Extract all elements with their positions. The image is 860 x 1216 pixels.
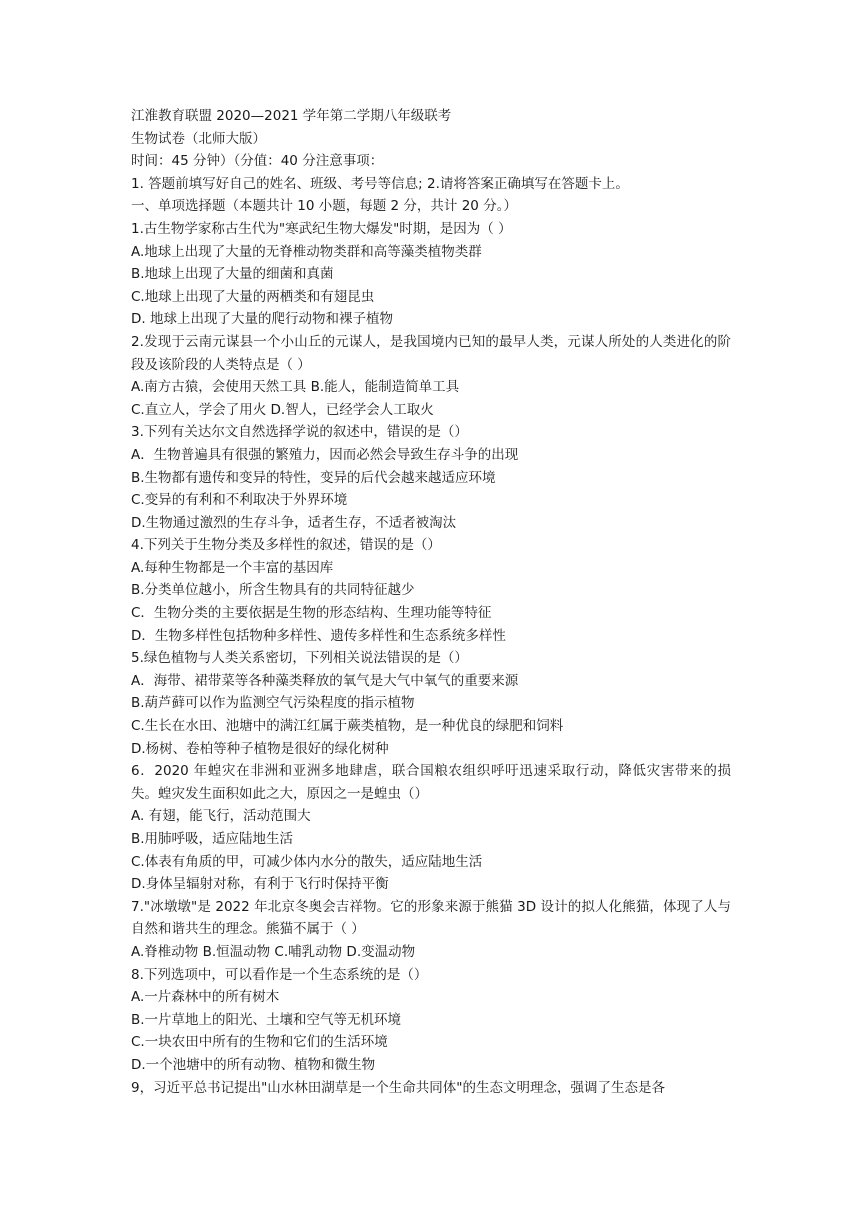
question-2 <box>131 331 731 421</box>
question-option: C.一块农田中所有的生物和它们的生活环境 <box>131 1034 388 1051</box>
question-stem: 3.下列有关达尔文自然选择学说的叙述中，错误的是（） <box>131 424 468 441</box>
question-5 <box>131 647 731 760</box>
exam-subtitle: 生物试卷（北师大版） <box>131 130 266 147</box>
question-option: A.南方古猿，会使用天然工具 B.能人，能制造简单工具 <box>131 379 460 396</box>
document-body <box>131 105 731 1099</box>
question-option: A. 有翅，能飞行，活动范围大 <box>131 808 311 825</box>
question-option: A.一片森林中的所有树木 <box>131 989 280 1006</box>
question-option: D. 地球上出现了大量的爬行动物和裸子植物 <box>131 311 393 328</box>
question-option: A.每种生物都是一个丰富的基因库 <box>131 559 334 576</box>
question-option: D.一个池塘中的所有动物、植物和微生物 <box>131 1056 376 1073</box>
question-option: C.直立人，学会了用火 D.智人，已经学会人工取火 <box>131 401 434 418</box>
question-option: A．生物普遍具有很强的繁殖力，因而必然会导致生存斗争的出现 <box>131 446 519 463</box>
question-9 <box>131 1077 731 1100</box>
question-3 <box>131 421 731 534</box>
question-8 <box>131 964 731 1077</box>
question-option: B.葫芦藓可以作为监测空气污染程度的指示植物 <box>131 695 415 712</box>
question-stem: 8.下列选项中，可以看作是一个生态系统的是（） <box>131 966 428 983</box>
question-stem: 6．2020 年蝗灾在非洲和亚洲多地肆虐，联合国粮农组织呼吁迅速采取行动，降低灾害带来的损失。蝗灾发生面积如此之大，原因之一是蝗虫（） <box>131 763 731 802</box>
question-stem: 2.发现于云南元谋县一个小山丘的元谋人，是我国境内已知的最早人类，元谋人所处的人类进化的阶段及该阶段的人类特点是（ ） <box>131 333 731 373</box>
question-6 <box>131 760 731 896</box>
question-option: D.生物通过激烈的生存斗争，适者生存，不适者被淘汰 <box>131 514 457 531</box>
question-option: D.身体呈辐射对称，有利于飞行时保持平衡 <box>131 876 389 893</box>
section-heading: 一、单项选择题（本题共计 10 小题，每题 2 分，共计 20 分。） <box>131 198 517 215</box>
question-option: C.地球上出现了大量的两栖类和有翅昆虫 <box>131 288 375 305</box>
question-option: C．生物分类的主要依据是生物的形态结构、生理功能等特征 <box>131 605 492 622</box>
question-stem: 7."冰墩墩"是 2022 年北京冬奥会吉祥物。它的形象来源于熊猫 3D 设计的拟人化熊猫，体现了人与自然和谐共生的理念。熊猫不属于（ ） <box>131 898 731 938</box>
question-option: B.用肺呼吸，适应陆地生活 <box>131 831 294 847</box>
question-option: B.分类单位越小，所含生物具有的共同特征越少 <box>131 582 415 599</box>
question-option: A．海带、裙带菜等各种藻类释放的氧气是大气中氧气的重要来源 <box>131 672 519 689</box>
question-option: A.脊椎动物 B.恒温动物 C.哺乳动物 D.变温动物 <box>131 943 416 960</box>
exam-notice: 1. 答题前填写好自己的姓名、班级、考号等信息; 2.请将答案正确填写在答题卡上。 <box>131 175 629 192</box>
question-option: A.地球上出现了大量的无脊椎动物类群和高等藻类植物类群 <box>131 243 482 260</box>
question-option: D．生物多样性包括物种多样性、遗传多样性和生态系统多样性 <box>131 627 506 644</box>
question-option: B.地球上出现了大量的细菌和真菌 <box>131 266 334 283</box>
question-option: B.生物都有遗传和变异的特性，变异的后代会越来越适应环境 <box>131 469 496 486</box>
question-4 <box>131 534 731 647</box>
question-stem: 9，习近平总书记提出"山水林田湖草是一个生命共同体"的生态文明理念，强调了生态是各 <box>131 1079 666 1096</box>
exam-title: 江淮教育联盟 2020—2021 学年第二学期八年级联考 <box>131 108 452 124</box>
question-1 <box>131 218 731 331</box>
question-option: C.生长在水田、池塘中的满江红属于蕨类植物，是一种优良的绿肥和饲料 <box>131 718 564 735</box>
question-option: C.变异的有利和不利取决于外界环境 <box>131 492 348 509</box>
question-7 <box>131 896 731 964</box>
question-stem: 4.下列关于生物分类及多样性的叙述，错误的是（） <box>131 537 441 554</box>
question-option: D.杨树、卷柏等种子植物是很好的绿化树种 <box>131 740 389 757</box>
exam-time-info: 时间：45 分钟）（分值：40 分注意事项： <box>131 153 384 170</box>
question-stem: 5.绿色植物与人类关系密切，下列相关说法错误的是（） <box>131 650 468 667</box>
question-option: C.体表有角质的甲，可减少体内水分的散失，适应陆地生活 <box>131 853 483 870</box>
question-stem: 1.古生物学家称古生代为"寒武纪生物大爆发"时期，是因为（ ） <box>131 220 512 237</box>
question-option: B.一片草地上的阳光、土壤和空气等无机环境 <box>131 1011 402 1028</box>
